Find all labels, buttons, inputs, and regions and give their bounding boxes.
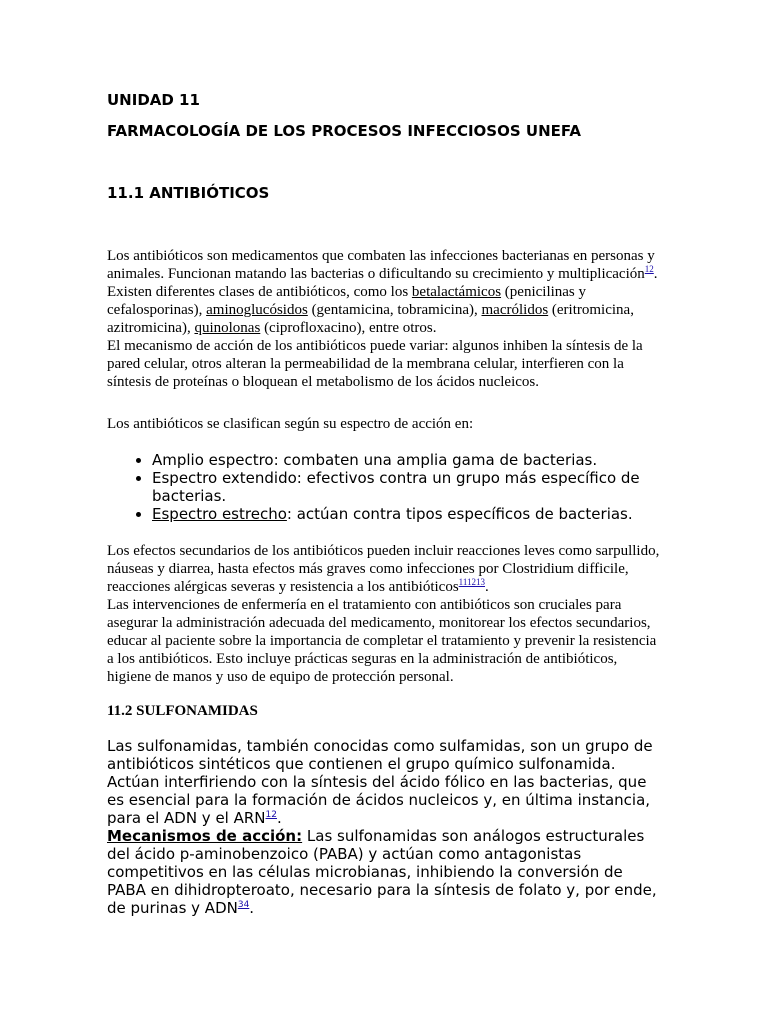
section-heading-antibiotics: 11.1 ANTIBIÓTICOS bbox=[107, 184, 270, 202]
class-betalactamicos: betalactámicos bbox=[411, 284, 502, 300]
footnote-ref-link[interactable]: 12 bbox=[644, 264, 654, 274]
mechanism-block: Mecanismos de acción: Las sulfonamidas son análogos estructurales del ácido p-aminobenzoico (PABA) y actúan como antagonistas competitivos en las células microbianas, inhibiendo la conversión de PABA en dihidropteroato, necesario para la síntesis de folato y, por ende, de purinas y ADN$^{34}$. bbox=[107, 827, 657, 917]
sulfonamides-paragraph: Las sulfonamidas, también conocidas como sulfamidas, son un grupo de antibióticos sintéticos que contienen el grupo químico sulfonamida. Actúan interfiriendo con la síntesis del ácido fólico en las bacterias, que es esencial para la formación de ácidos nucleicos y, en última instancia, para el ADN y el ARN$^{12}$. Mecanismos de acción: Las sulfonamidas son análogos estructurales del ácido p-aminobenzoico (PABA) y actúan como antagonistas competitivos en las células microbianas, inhibiendo la conversión de PABA en dihidropteroato, necesario para la síntesis de folato y, por ende, de purinas y ADN$^{34}$. bbox=[107, 737, 663, 917]
footnote-ref-link[interactable]: 12 bbox=[265, 810, 277, 820]
spectrum-text: : actúan contra tipos específicos de bacterias. bbox=[286, 505, 633, 523]
mechanism-label: Mecanismos de acción: bbox=[107, 827, 303, 845]
antibiotics-intro-paragraph bbox=[107, 247, 663, 391]
side-effects-paragraph: Los efectos secundarios de los antibióticos pueden incluir reacciones leves como sarpullido, náuseas y diarrea, hasta efectos más graves como infecciones por Clostridium difficile, reacciones alérgicas severas y resistencia a los antibióticos$^{111213}$. Las intervenciones de enfermería en el tratamiento con antibióticos son cruciales para asegurar la administración adecuada del medicamento, monitorear los efectos secundarios, educar al paciente sobre la importancia de completar el tratamiento y prevenir la resistencia a los antibióticos. Esto incluye prácticas seguras en la administración de antibióticos, higiene de manos y uso de equipo de protección personal. bbox=[107, 542, 663, 686]
class-betalactamicos-desc: (penicilinas y cefalosporinas), bbox=[107, 284, 587, 318]
section-heading-sulfonamides: 11.2 SULFONAMIDAS bbox=[107, 703, 258, 719]
spectrum-text: Espectro extendido: efectivos contra un grupo más específico de bacterias. bbox=[152, 469, 640, 505]
mechanism-text: El mecanismo de acción de los antibióticos puede variar: algunos inhiben la síntesis de la pared celular, otros alteran la permeabilidad de la membrana celular, interfieren con la síntesis de proteínas o bloquean el metabolismo de los ácidos nucleicos. bbox=[107, 338, 643, 390]
class-quinolonas-desc: (ciprofloxacino), entre otros. bbox=[260, 320, 437, 336]
class-aminoglucosidos: aminoglucósidos bbox=[206, 302, 308, 318]
list-item bbox=[152, 451, 663, 469]
spectrum-term: Espectro estrecho bbox=[152, 505, 287, 523]
spectrum-list bbox=[107, 451, 663, 523]
footnote-ref-link[interactable]: 34 bbox=[237, 900, 250, 910]
list-item bbox=[152, 505, 663, 523]
antibiotics-intro-text-2: . Existen diferentes clases de antibióticos, como los bbox=[107, 266, 658, 300]
unit-title: FARMACOLOGÍA DE LOS PROCESOS INFECCIOSOS UNEFA bbox=[107, 122, 582, 140]
sulfonamides-intro-text: Las sulfonamidas, también conocidas como sulfamidas, son un grupo de antibióticos sintéticos que contienen el grupo químico sulfonamida. Actúan interfiriendo con la síntesis del ácido fólico en las bacterias, que es esencial para la formación de ácidos nucleicos y, en última instancia, para el ADN y el ARN bbox=[107, 737, 653, 827]
list-item bbox=[152, 469, 663, 505]
side-effects-text: Los efectos secundarios de los antibióticos pueden incluir reacciones leves como sarpullido, náuseas y diarrea, hasta efectos más graves como infecciones por Clostridium difficile, reacciones alérgicas severas y resistencia a los antibióticos bbox=[107, 543, 660, 595]
class-macrolidos-desc: (eritromicina, azitromicina), bbox=[107, 302, 634, 336]
class-macrolidos: macrólidos bbox=[481, 302, 549, 318]
class-aminoglucosidos-desc: (gentamicina, tobramicina), bbox=[307, 302, 482, 318]
footnote-ref-link[interactable]: 111213 bbox=[458, 577, 486, 587]
class-quinolonas: quinolonas bbox=[194, 320, 261, 336]
classification-paragraph: Los antibióticos se clasifican según su espectro de acción en: bbox=[107, 416, 474, 432]
nursing-text: Las intervenciones de enfermería en el tratamiento con antibióticos son cruciales para asegurar la administración adecuada del medicamento, monitorear los efectos secundarios, educar al paciente sobre la importancia de completar el tratamiento y prevenir la resistencia a los antibióticos. Esto incluye prácticas seguras en la administración de antibióticos, higiene de manos y uso de equipo de protección personal. bbox=[107, 597, 657, 685]
antibiotics-intro-text: Los antibióticos son medicamentos que combaten las infecciones bacterianas en personas y animales. Funcionan matando las bacterias o dificultando su crecimiento y multiplicación bbox=[107, 248, 655, 282]
unit-heading: UNIDAD 11 bbox=[107, 91, 200, 109]
mechanism-description: Las sulfonamidas son análogos estructurales del ácido p-aminobenzoico (PABA) y actúan como antagonistas competitivos en las células microbianas, inhibiendo la conversión de PABA en dihidropteroato, necesario para la síntesis de folato y, por ende, de purinas y ADN bbox=[107, 827, 657, 917]
spectrum-text: Amplio espectro: combaten una amplia gama de bacterias. bbox=[152, 451, 598, 469]
